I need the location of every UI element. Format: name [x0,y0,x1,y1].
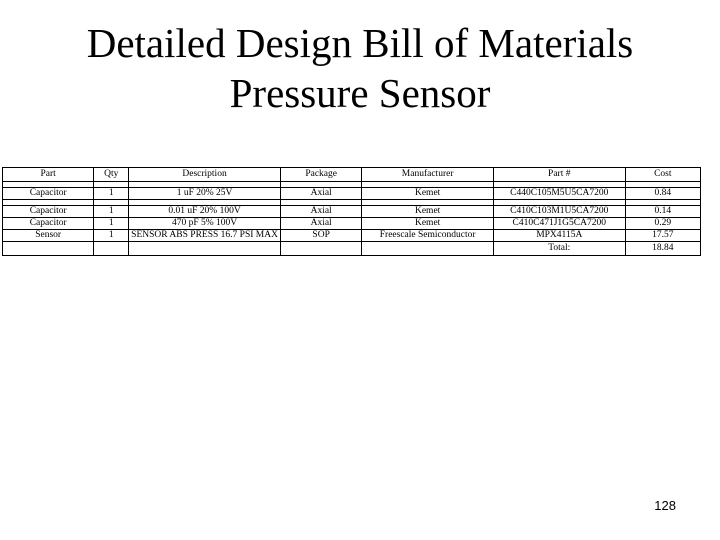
cell-cost: 0.14 [625,206,700,218]
total-label: Total: [493,242,625,256]
cell-part: Capacitor [3,188,94,200]
cell-qty: 1 [94,206,129,218]
empty-cell [94,242,129,256]
cell-part-number: C410C471J1G5CA7200 [493,218,625,230]
cell-manufacturer: Kemet [362,218,494,230]
slide-title-line-1: Detailed Design Bill of Materials [86,20,634,66]
cell-manufacturer: Freescale Semiconductor [362,230,494,242]
slide-title [0,18,720,118]
table-row [3,188,701,200]
header-manufacturer: Manufacturer [362,168,494,182]
empty-cell [3,242,94,256]
cell-package: Axial [280,206,361,218]
cell-package: Axial [280,218,361,230]
total-value: 18.84 [625,242,700,256]
cell-package: Axial [280,188,361,200]
cell-qty: 1 [94,230,129,242]
empty-cell [280,242,361,256]
table-header-row [3,168,701,182]
cell-manufacturer: Kemet [362,206,494,218]
cell-qty: 1 [94,218,129,230]
cell-part-number: C410C103M1U5CA7200 [493,206,625,218]
table-total-row [3,242,701,256]
slide-title-line-2: Pressure Sensor [229,70,491,116]
header-part-number: Part # [493,168,625,182]
cell-part: Sensor [3,230,94,242]
header-description: Description [129,168,281,182]
page-number: 128 [654,498,676,513]
cell-cost: 17.57 [625,230,700,242]
header-qty: Qty [94,168,129,182]
cell-part: Capacitor [3,206,94,218]
header-part: Part [3,168,94,182]
cell-part-number: MPX4115A [493,230,625,242]
cell-description: 0.01 uF 20% 100V [129,206,281,218]
header-package: Package [280,168,361,182]
cell-description: 1 uF 20% 25V [129,188,281,200]
cell-part-number: C440C105M5U5CA7200 [493,188,625,200]
cell-description: 470 pF 5% 100V [129,218,281,230]
cell-part: Capacitor [3,218,94,230]
header-cost: Cost [625,168,700,182]
table-row [3,206,701,218]
empty-cell [362,242,494,256]
bill-of-materials-table [2,167,701,256]
table-row [3,218,701,230]
cell-cost: 0.84 [625,188,700,200]
table-row [3,230,701,242]
cell-cost: 0.29 [625,218,700,230]
cell-manufacturer: Kemet [362,188,494,200]
cell-qty: 1 [94,188,129,200]
empty-cell [129,242,281,256]
cell-package: SOP [280,230,361,242]
cell-description: SENSOR ABS PRESS 16.7 PSI MAX [129,230,281,242]
